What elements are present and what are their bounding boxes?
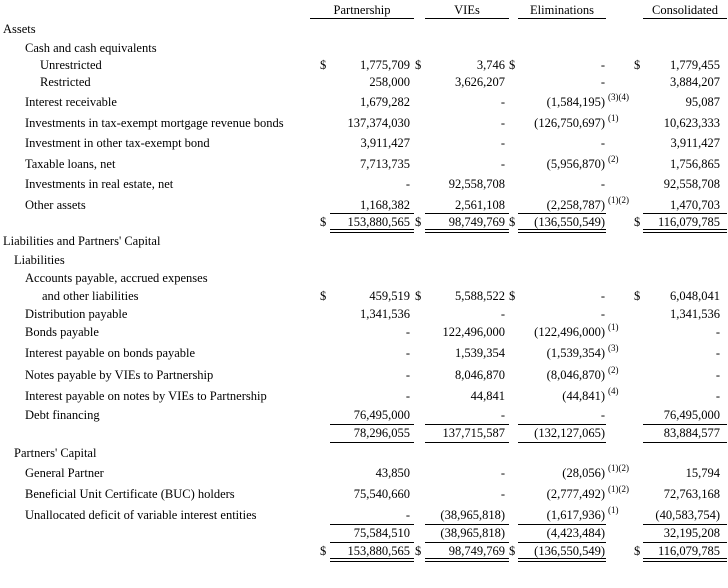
section-title-assets: Assets — [3, 22, 36, 36]
cell-consolidated: (40,583,754) — [655, 508, 720, 522]
cell-eliminations: (2,777,492) — [546, 487, 605, 501]
total-consolidated: 83,884,577 — [663, 426, 720, 440]
cell-consolidated: 72,763,168 — [663, 487, 720, 501]
column-header-vies: VIEs — [425, 2, 509, 19]
cell-vies: 3,626,207 — [455, 75, 505, 89]
total-vies: 137,715,587 — [442, 426, 505, 440]
currency-symbol: $ — [320, 289, 327, 303]
cell-partnership: 137,374,030 — [347, 116, 410, 130]
cell-eliminations: - — [600, 307, 605, 321]
currency-symbol: $ — [509, 289, 516, 303]
cell-partnership: - — [405, 368, 410, 382]
cell-vies: 92,558,708 — [448, 177, 505, 191]
cell-partnership: 3,911,427 — [360, 136, 410, 150]
row-label: Investment in other tax-exempt bond — [25, 136, 210, 150]
column-header-partnership: Partnership — [310, 2, 414, 19]
cell-eliminations: (1,617,936) — [546, 508, 605, 522]
row-label: Investments in tax-exempt mortgage revenue bonds — [25, 116, 284, 130]
total-eliminations: (136,550,549) — [534, 215, 605, 229]
row-label: Restricted — [40, 75, 91, 89]
table-row — [0, 196, 728, 214]
row-label: Unallocated deficit of variable interest entities — [25, 508, 257, 522]
cell-partnership: 1,341,536 — [360, 307, 410, 321]
currency-symbol: $ — [415, 215, 422, 229]
cell-eliminations: - — [600, 58, 605, 72]
cell-consolidated: 3,911,427 — [670, 136, 720, 150]
liabilities-total-row — [0, 424, 728, 442]
total-partnership: 153,880,565 — [347, 215, 410, 229]
cell-vies: - — [500, 408, 505, 422]
rule — [425, 442, 509, 443]
currency-symbol: $ — [509, 58, 516, 72]
subsection-title-capital: Partners' Capital — [14, 446, 97, 460]
table-row — [0, 485, 728, 503]
cell-consolidated: 10,623,333 — [663, 116, 720, 130]
table-row — [0, 175, 728, 193]
double-rule — [330, 558, 414, 562]
cell-eliminations: (44,841) — [562, 389, 605, 403]
subsection-title-liabilities: Liabilities — [14, 253, 65, 267]
cell-consolidated: 95,087 — [685, 95, 720, 109]
row-label: Notes payable by VIEs to Partnership — [25, 368, 214, 382]
cell-vies: 1,539,354 — [455, 346, 505, 360]
total-consolidated: 116,079,785 — [657, 544, 720, 558]
capital-total-row — [0, 524, 728, 542]
currency-symbol: $ — [634, 544, 641, 558]
cell-partnership: - — [405, 508, 410, 522]
cell-vies: - — [500, 116, 505, 130]
total-partnership: 78,296,055 — [353, 426, 410, 440]
cell-eliminations: - — [600, 177, 605, 191]
footnote-ref: (1)(2) — [608, 195, 629, 205]
cell-vies: 5,588,522 — [455, 289, 505, 303]
table-row — [0, 56, 728, 74]
currency-symbol: $ — [509, 215, 516, 229]
cell-eliminations: - — [600, 136, 605, 150]
column-header-consolidated: Consolidated — [643, 2, 727, 19]
cell-partnership: 7,713,735 — [360, 157, 410, 171]
total-vies: 98,749,769 — [448, 215, 505, 229]
total-vies: (38,965,818) — [440, 526, 505, 540]
cell-consolidated: - — [715, 325, 720, 339]
row-label: Taxable loans, net — [25, 157, 116, 171]
cell-vies: 122,496,000 — [442, 325, 505, 339]
cell-vies: - — [500, 487, 505, 501]
cell-vies: 8,046,870 — [455, 368, 505, 382]
cell-eliminations: (122,496,000) — [534, 325, 605, 339]
cell-consolidated: - — [715, 368, 720, 382]
rule — [643, 442, 727, 443]
table-row — [0, 464, 728, 482]
footnote-ref: (1)(2) — [608, 463, 629, 473]
cell-partnership: 43,850 — [375, 466, 410, 480]
footnote-ref: (3)(4) — [608, 92, 629, 102]
rule — [518, 442, 606, 443]
cell-consolidated: 76,495,000 — [663, 408, 720, 422]
footnote-ref: (1) — [608, 505, 619, 515]
row-label: Distribution payable — [25, 307, 128, 321]
cell-consolidated: 15,794 — [685, 466, 720, 480]
cell-eliminations: (1,539,354) — [546, 346, 605, 360]
cell-vies: 44,841 — [470, 389, 505, 403]
row-label: Interest payable on bonds payable — [25, 346, 196, 360]
total-eliminations: (4,423,484) — [546, 526, 605, 540]
cell-partnership: - — [405, 389, 410, 403]
cell-consolidated: 92,558,708 — [663, 177, 720, 191]
cell-eliminations: - — [600, 289, 605, 303]
table-row — [0, 114, 728, 132]
table-row — [0, 366, 728, 384]
currency-symbol: $ — [415, 58, 422, 72]
footnote-ref: (2) — [608, 154, 619, 164]
cell-consolidated: - — [715, 346, 720, 360]
cell-eliminations: (126,750,697) — [534, 116, 605, 130]
footnote-ref: (3) — [608, 343, 619, 353]
total-consolidated: 116,079,785 — [657, 215, 720, 229]
double-rule — [518, 558, 606, 562]
currency-symbol: $ — [634, 215, 641, 229]
cell-consolidated: 6,048,041 — [670, 289, 720, 303]
table-row — [0, 271, 728, 305]
cell-partnership: 459,519 — [369, 289, 410, 303]
table-row — [0, 506, 728, 524]
double-rule — [425, 558, 509, 562]
footnote-ref: (1) — [608, 113, 619, 123]
cell-consolidated: 1,341,536 — [670, 307, 720, 321]
cell-consolidated: 1,470,703 — [670, 198, 720, 212]
row-label: Debt financing — [25, 408, 100, 422]
cell-partnership: 1,775,709 — [360, 58, 410, 72]
cell-consolidated: 1,756,865 — [670, 157, 720, 171]
table-row — [0, 73, 728, 91]
table-row — [0, 387, 728, 405]
cell-eliminations: (28,056) — [562, 466, 605, 480]
total-partnership: 75,584,510 — [353, 526, 410, 540]
cell-partnership: 76,495,000 — [353, 408, 410, 422]
row-label: Bonds payable — [25, 325, 99, 339]
cell-partnership: - — [405, 346, 410, 360]
cell-vies: - — [500, 466, 505, 480]
table-row — [0, 323, 728, 341]
footnote-ref: (1)(2) — [608, 484, 629, 494]
cell-eliminations: (1,584,195) — [546, 95, 605, 109]
cell-vies: 3,746 — [476, 58, 505, 72]
currency-symbol: $ — [320, 215, 327, 229]
table-row — [0, 406, 728, 424]
cell-partnership: - — [405, 177, 410, 191]
double-rule — [643, 558, 727, 562]
rule — [330, 442, 414, 443]
table-row — [0, 134, 728, 152]
cell-consolidated: - — [715, 389, 720, 403]
section-title-liabilities-capital: Liabilities and Partners' Capital — [3, 234, 161, 248]
cell-partnership: 1,168,382 — [360, 198, 410, 212]
cell-partnership: - — [405, 325, 410, 339]
currency-symbol: $ — [415, 289, 422, 303]
currency-symbol: $ — [634, 58, 641, 72]
column-header-eliminations: Eliminations — [518, 2, 606, 19]
cell-vies: - — [500, 307, 505, 321]
cell-eliminations: (2,258,787) — [546, 198, 605, 212]
cell-consolidated: 3,884,207 — [670, 75, 720, 89]
cell-vies: 2,561,108 — [455, 198, 505, 212]
cell-vies: (38,965,818) — [440, 508, 505, 522]
row-label: Other assets — [25, 198, 86, 212]
row-label: Interest receivable — [25, 95, 117, 109]
table-row — [0, 344, 728, 362]
row-label: Beneficial Unit Certificate (BUC) holders — [25, 487, 235, 501]
cell-vies: - — [500, 157, 505, 171]
footnote-ref: (2) — [608, 365, 619, 375]
table-row — [0, 305, 728, 323]
currency-symbol: $ — [320, 544, 327, 558]
total-eliminations: (136,550,549) — [534, 544, 605, 558]
cell-partnership: 75,540,660 — [353, 487, 410, 501]
cell-eliminations: (8,046,870) — [546, 368, 605, 382]
row-label-continued: and other liabilities — [42, 289, 139, 303]
cell-vies: - — [500, 95, 505, 109]
cell-partnership: 258,000 — [369, 75, 410, 89]
cell-eliminations: - — [600, 75, 605, 89]
total-vies: 98,749,769 — [448, 544, 505, 558]
currency-symbol: $ — [509, 544, 516, 558]
table-row — [0, 155, 728, 173]
footnote-ref: (4) — [608, 386, 619, 396]
total-partnership: 153,880,565 — [347, 544, 410, 558]
cell-vies: - — [500, 136, 505, 150]
cell-eliminations: - — [600, 408, 605, 422]
row-label: Interest payable on notes by VIEs to Partnership — [25, 389, 267, 403]
row-label: Unrestricted — [40, 58, 102, 72]
total-eliminations: (132,127,065) — [534, 426, 605, 440]
cell-consolidated: 1,779,455 — [670, 58, 720, 72]
subsection-title-cash: Cash and cash equivalents — [25, 41, 157, 55]
currency-symbol: $ — [634, 289, 641, 303]
total-consolidated: 32,195,208 — [663, 526, 720, 540]
currency-symbol: $ — [320, 58, 327, 72]
table-row — [0, 93, 728, 111]
cell-eliminations: (5,956,870) — [546, 157, 605, 171]
currency-symbol: $ — [415, 544, 422, 558]
row-label: Investments in real estate, net — [25, 177, 174, 191]
footnote-ref: (1) — [608, 322, 619, 332]
cell-partnership: 1,679,282 — [360, 95, 410, 109]
row-label: General Partner — [25, 466, 104, 480]
row-label: Accounts payable, accrued expenses — [25, 271, 208, 285]
